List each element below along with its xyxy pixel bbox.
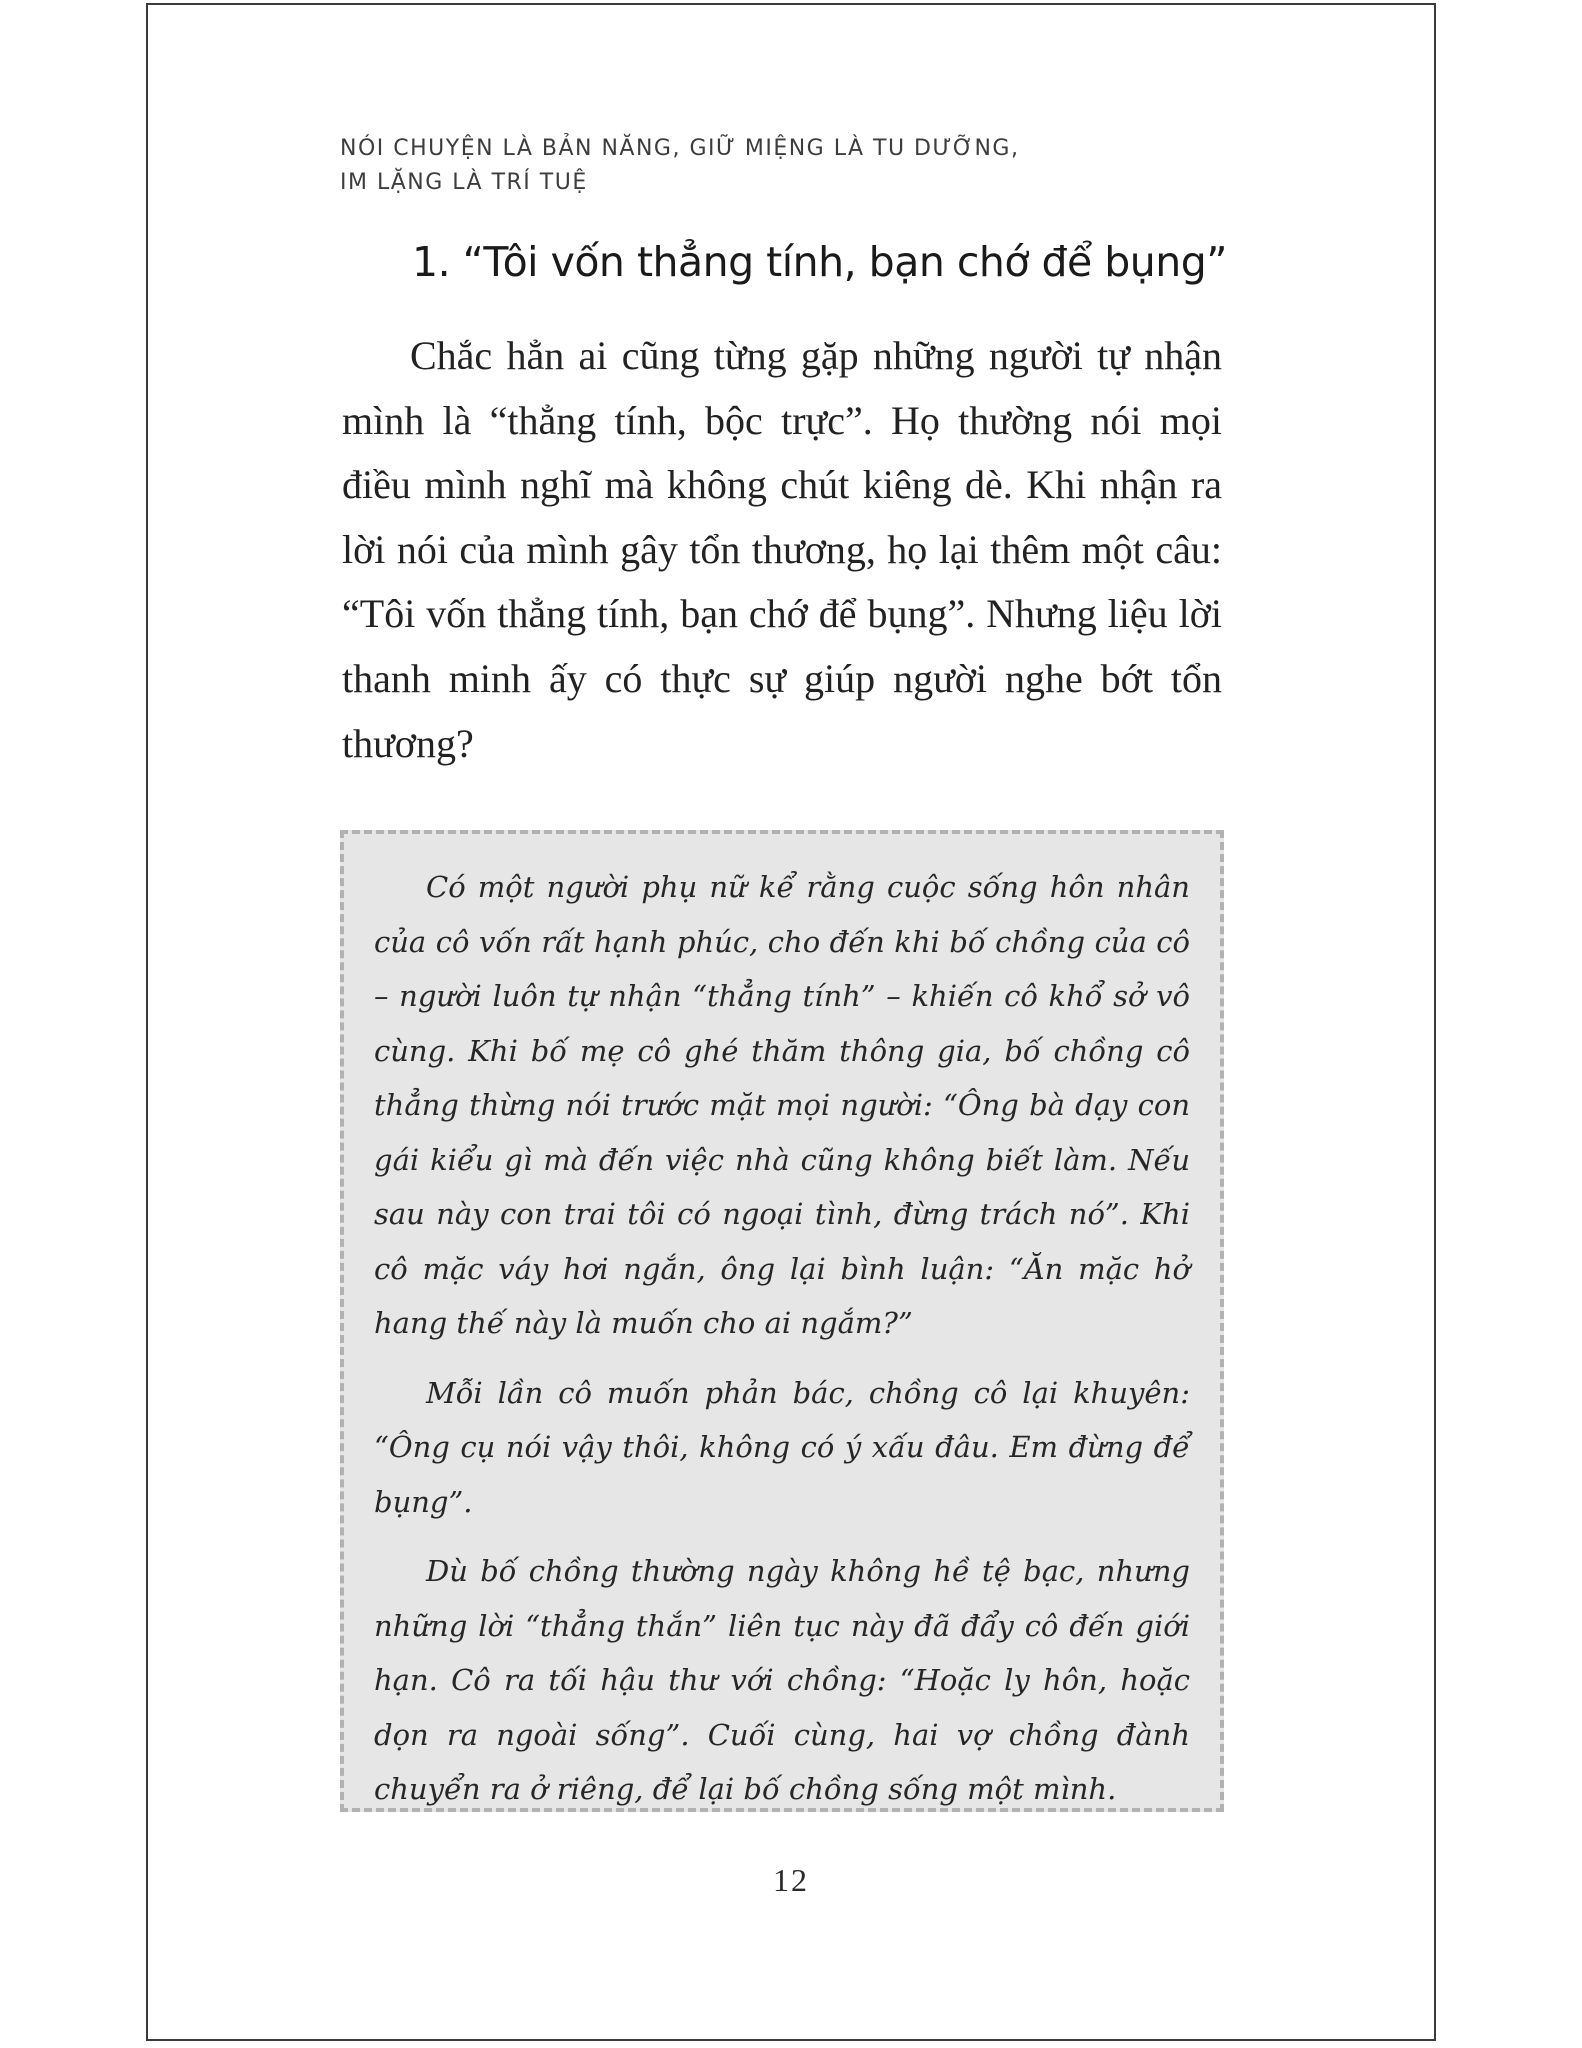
running-header [340,132,1240,200]
running-header-line-1: NÓI CHUYỆN LÀ BẢN NĂNG, GIỮ MIỆNG LÀ TU DƯỠNG, [340,136,1020,161]
running-header-line-2: IM LẶNG LÀ TRÍ TUỆ [340,170,588,195]
story-box [340,830,1224,1812]
page-number: 12 [773,1862,809,1898]
story-paragraph-3: Dù bố chồng thường ngày không hề tệ bạc, nhưng những lời “thẳng thắn” liên tục này đã đẩy cô đến giới hạn. Cô ra tối hậu thư với chồng: “Hoặc ly hôn, hoặc dọn ra ngoài sống”. Cuối cùng, hai vợ chồng đành chuyển ra ở riêng, để lại bố chồng sống một mình. [374,1554,1190,1806]
chapter-title: 1. “Tôi vốn thẳng tính, bạn chớ để bụng” [412,238,1228,286]
story-paragraph-2: Mỗi lần cô muốn phản bác, chồng cô lại khuyên: “Ông cụ nói vậy thôi, không có ý xấu đâu. Em đừng để bụng”. [374,1375,1190,1519]
story-paragraph-1: Có một người phụ nữ kể rằng cuộc sống hôn nhân của cô vốn rất hạnh phúc, cho đến khi bố chồng của cô – người luôn tự nhận “thẳng tính” – khiến cô khổ sở vô cùng. Khi bố mẹ cô ghé thăm thông gia, bố chồng cô thẳng thừng nói trước mặt mọi người: “Ông bà dạy con gái kiểu gì mà đến việc nhà cũng không biết làm. Nếu sau này con trai tôi có ngoại tình, đừng trách nó”. Khi cô mặc váy hơi ngắn, ông lại bình luận: “Ăn mặc hở hang thế này là muốn cho ai ngắm?” [374,870,1190,1340]
body-paragraph: Chắc hẳn ai cũng từng gặp những người tự nhận mình là “thẳng tính, bộc trực”. Họ thường nói mọi điều mình nghĩ mà không chút kiêng dè. Khi nhận ra lời nói của mình gây tổn thương, họ lại thêm một câu: “Tôi vốn thẳng tính, bạn chớ để bụng”. Nhưng liệu lời thanh minh ấy có thực sự giúp người nghe bớt tổn thương? [342,333,1222,766]
